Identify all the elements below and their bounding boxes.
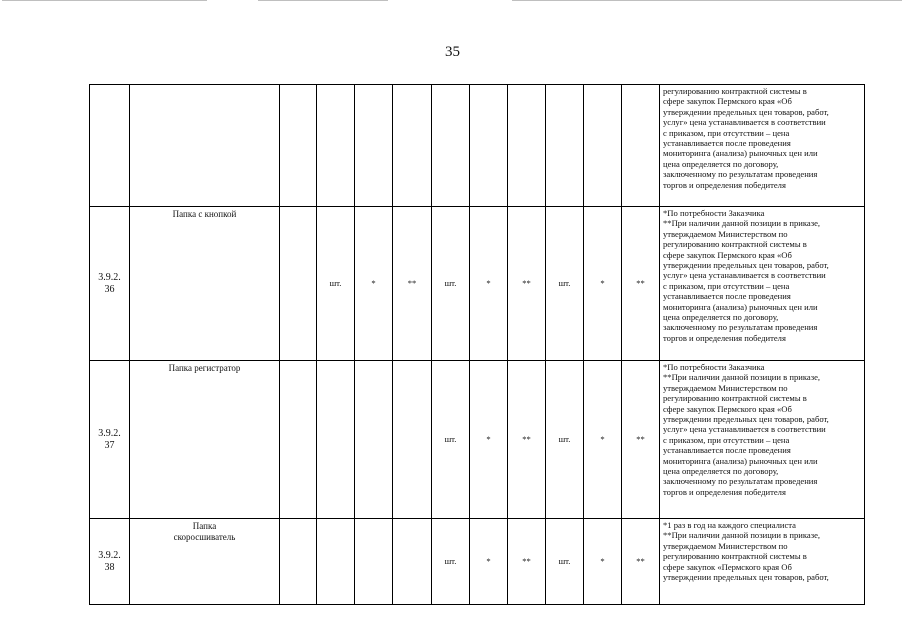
quantity-cell: * [584,519,622,605]
note-line: сфере закупок Пермского края «Об [663,403,792,414]
note-line: услуг» цена устанавливается в соответствии [663,424,826,435]
note-line: регулированию контрактной системы в [663,86,807,96]
note-line: утверждении предельных цен товаров, работ, [663,572,829,583]
table-row [90,85,865,207]
unit-cell: шт. [317,207,355,361]
note-line: сфере закупок «Пермского края Об [663,561,792,572]
table-row [90,361,865,519]
price-cell: ** [508,207,546,361]
note-line: цена определяется по договору, [663,158,779,169]
item-note [660,361,865,519]
item-name [130,85,280,207]
quantity-cell [355,361,393,519]
page-number: 35 [445,44,460,60]
items-table [89,84,865,605]
note-line: регулированию контрактной системы в [663,239,807,250]
quantity-cell: * [355,207,393,361]
empty-cell [280,361,317,519]
top-rule-left [2,0,207,2]
table-row [90,519,865,605]
empty-cell [280,85,317,207]
quantity-cell: * [584,207,622,361]
price-cell: ** [508,361,546,519]
note-line: с приказом, при отсутствии – цена [663,127,790,138]
note-line: цена определяется по договору, [663,466,779,477]
note-line: сфере закупок Пермского края «Об [663,96,792,107]
quantity-cell [470,85,508,207]
note-line: мониторинга (анализа) рыночных цен или [663,301,818,312]
quantity-cell: * [470,207,508,361]
item-note [660,207,865,361]
note-line: утверждении предельных цен товаров, работ, [663,260,829,271]
table-body [90,85,865,605]
price-cell: ** [622,207,660,361]
note-line: устанавливается после проведения [663,291,791,302]
note-line: торгов и определения победителя [663,179,786,190]
note-line: утверждении предельных цен товаров, работ, [663,106,829,117]
item-number: 3.9.2. 37 [90,361,130,519]
price-cell [393,85,432,207]
note-line: утверждаемом Министерством по [663,540,788,551]
note-line: регулированию контрактной системы в [663,551,807,562]
note-line: утверждаемом Министерством по [663,228,788,239]
note-line: *По потребности Заказчика [663,208,765,218]
note-line: с приказом, при отсутствии – цена [663,434,790,445]
note-line: сфере закупок Пермского края «Об [663,249,792,260]
item-note [660,85,865,207]
note-line: **При наличии данной позиции в приказе, [663,372,821,383]
note-line: устанавливается после проведения [663,445,791,456]
note-line: цена определяется по договору, [663,312,779,323]
note-line: утверждаемом Министерством по [663,382,788,393]
note-line: мониторинга (анализа) рыночных цен или [663,148,818,159]
note-line: **При наличии данной позиции в приказе, [663,530,821,541]
price-cell: ** [508,519,546,605]
item-name: Папка с кнопкой [130,207,280,361]
item-number: 3.9.2. 36 [90,207,130,361]
price-cell: ** [622,361,660,519]
top-rule-mid [258,0,388,2]
price-cell [393,519,432,605]
unit-cell [317,519,355,605]
price-cell: ** [393,207,432,361]
item-name: Папка регистратор [130,361,280,519]
unit-cell: шт. [432,361,470,519]
price-cell [622,85,660,207]
note-line: *По потребности Заказчика [663,362,765,372]
note-line: торгов и определения победителя [663,486,786,497]
quantity-cell: * [470,519,508,605]
unit-cell: шт. [546,207,584,361]
unit-cell: шт. [546,361,584,519]
unit-cell: шт. [546,519,584,605]
note-line: устанавливается после проведения [663,138,791,149]
note-line: регулированию контрактной системы в [663,393,807,404]
note-line: *1 раз в год на каждого специалиста [663,520,796,530]
note-line: утверждении предельных цен товаров, работ, [663,414,829,425]
note-line: с приказом, при отсутствии – цена [663,280,790,291]
unit-cell: шт. [432,207,470,361]
quantity-cell [355,519,393,605]
item-note [660,519,865,605]
note-line: заключенному по результатам проведения [663,322,818,333]
quantity-cell [355,85,393,207]
unit-cell [317,361,355,519]
unit-cell [432,85,470,207]
table-row [90,207,865,361]
empty-cell [280,519,317,605]
note-line: услуг» цена устанавливается в соответствии [663,270,826,281]
note-line: заключенному по результатам проведения [663,169,818,180]
note-line: услуг» цена устанавливается в соответствии [663,117,826,128]
unit-cell [546,85,584,207]
note-line: **При наличии данной позиции в приказе, [663,218,821,229]
price-cell [508,85,546,207]
item-number: 3.9.2. 38 [90,519,130,605]
price-cell [393,361,432,519]
empty-cell [280,207,317,361]
unit-cell: шт. [432,519,470,605]
note-line: торгов и определения победителя [663,332,786,343]
item-name: Папка скоросшиватель [130,519,280,605]
quantity-cell: * [470,361,508,519]
unit-cell [317,85,355,207]
item-number [90,85,130,207]
note-line: заключенному по результатам проведения [663,476,818,487]
quantity-cell [584,85,622,207]
top-rule-right [512,0,902,2]
quantity-cell: * [584,361,622,519]
note-line: мониторинга (анализа) рыночных цен или [663,455,818,466]
price-cell: ** [622,519,660,605]
